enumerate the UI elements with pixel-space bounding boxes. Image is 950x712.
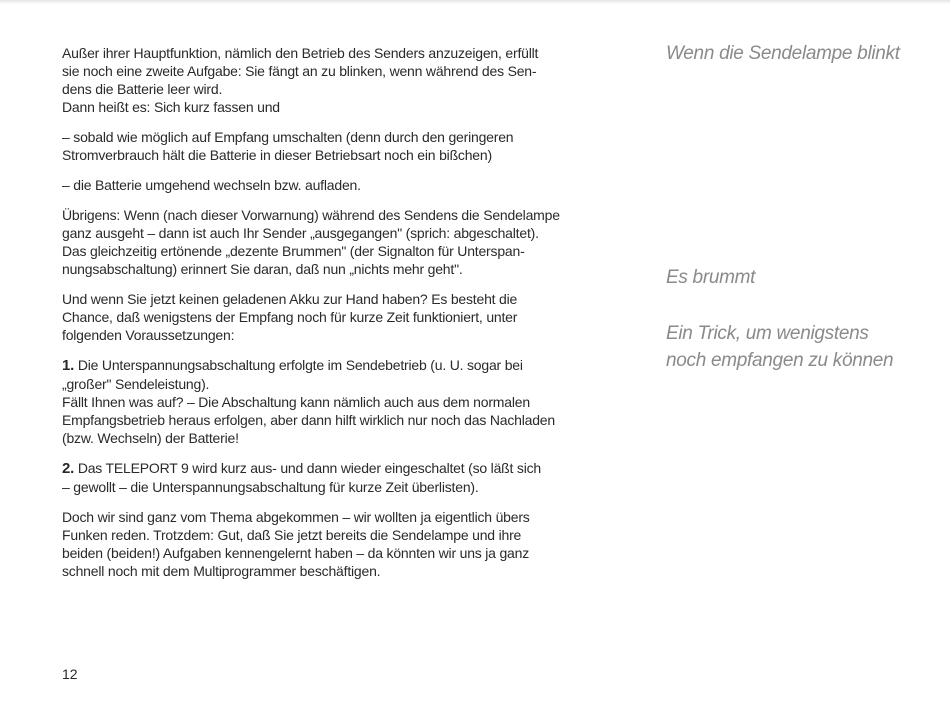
numbered-item-2 xyxy=(62,459,632,496)
page-number: 12 xyxy=(62,666,78,682)
text-line: (bzw. Wechseln) der Batterie! xyxy=(62,430,239,446)
text-line: Und wenn Sie jetzt keinen geladenen Akku zur Hand haben? Es besteht die xyxy=(62,291,518,307)
text-line: beiden (beiden!) Aufgaben kennengelernt haben – da könnten wir uns ja ganz xyxy=(62,545,530,561)
text-line xyxy=(62,356,632,375)
text-line: – sobald wie möglich auf Empfang umschalten (denn durch den geringeren xyxy=(62,129,514,145)
text-line: Chance, daß wenigstens der Empfang noch für kurze Zeit funktioniert, unter xyxy=(62,309,518,325)
text-line: schnell noch mit dem Multiprogrammer beschäftigen. xyxy=(62,563,381,579)
dash-item-change-battery xyxy=(62,176,632,194)
margin-note-blinking-lamp: Wenn die Sendelampe blinkt xyxy=(666,43,900,64)
margin-note-humming: Es brummt xyxy=(666,267,756,288)
paragraph-battery-warning xyxy=(62,44,632,116)
text-line: Empfangsbetrieb heraus erfolgen, aber dann hilft wirklich nur noch das Nachladen xyxy=(62,412,555,428)
text-line: Dann heißt es: Sich kurz fassen und xyxy=(62,99,280,115)
margin-note-line: noch empfangen zu können xyxy=(666,350,894,371)
text-line: Funken reden. Trotzdem: Gut, daß Sie jetzt bereits die Sendelampe und ihre xyxy=(62,527,522,543)
paragraph-no-battery xyxy=(62,290,632,344)
text-line: Das gleichzeitig ertönende „dezente Brummen" (der Signalton für Unterspan- xyxy=(62,243,525,259)
paragraph-shutdown xyxy=(62,206,632,278)
text-line: „großer" Sendeleistung). xyxy=(62,376,210,392)
numbered-item-1 xyxy=(62,356,632,447)
text-line: Doch wir sind ganz vom Thema abgekommen – wir wollten ja eigentlich übers xyxy=(62,509,530,525)
margin-note-line: Ein Trick, um wenigstens xyxy=(666,323,869,344)
text-line: Übrigens: Wenn (nach dieser Vorwarnung) während des Sendens die Sendelampe xyxy=(62,207,560,223)
text-line: – gewollt – die Unterspannungsabschaltung für kurze Zeit überlisten). xyxy=(62,479,479,495)
top-edge-shadow xyxy=(0,0,950,4)
text-line: Fällt Ihnen was auf? – Die Abschaltung kann nämlich auch aus dem normalen xyxy=(62,394,530,410)
text-line: nungsabschaltung) erinnert Sie daran, daß nun „nichts mehr geht". xyxy=(62,261,463,277)
item-number: 1. xyxy=(62,357,75,374)
text-line: Außer ihrer Hauptfunktion, nämlich den Betrieb des Senders anzuzeigen, erfüllt xyxy=(62,45,539,61)
text-line: ganz ausgeht – dann ist auch Ihr Sender „ausgegangen" (sprich: abgeschaltet). xyxy=(62,225,539,241)
main-text-column xyxy=(62,44,632,580)
text-line: dens die Batterie leer wird. xyxy=(62,81,223,97)
text-line: – die Batterie umgehend wechseln bzw. aufladen. xyxy=(62,177,361,193)
text-line xyxy=(62,459,632,478)
text-line: sie noch eine zweite Aufgabe: Sie fängt an zu blinken, wenn während des Sen- xyxy=(62,63,537,79)
item-text: Das TELEPORT 9 wird kurz aus- und dann wieder eingeschaltet (so läßt sich xyxy=(74,460,541,476)
margin-note-receive-trick xyxy=(666,320,946,374)
text-line: folgenden Voraussetzungen: xyxy=(62,327,235,343)
paragraph-multiprogrammer xyxy=(62,508,632,580)
item-number: 2. xyxy=(62,460,75,477)
text-line: Stromverbrauch hält die Batterie in dieser Betriebsart noch ein bißchen) xyxy=(62,147,492,163)
dash-item-switch-to-receive xyxy=(62,128,632,164)
item-text: Die Unterspannungsabschaltung erfolgte im Sendebetrieb (u. U. sogar bei xyxy=(74,357,523,373)
